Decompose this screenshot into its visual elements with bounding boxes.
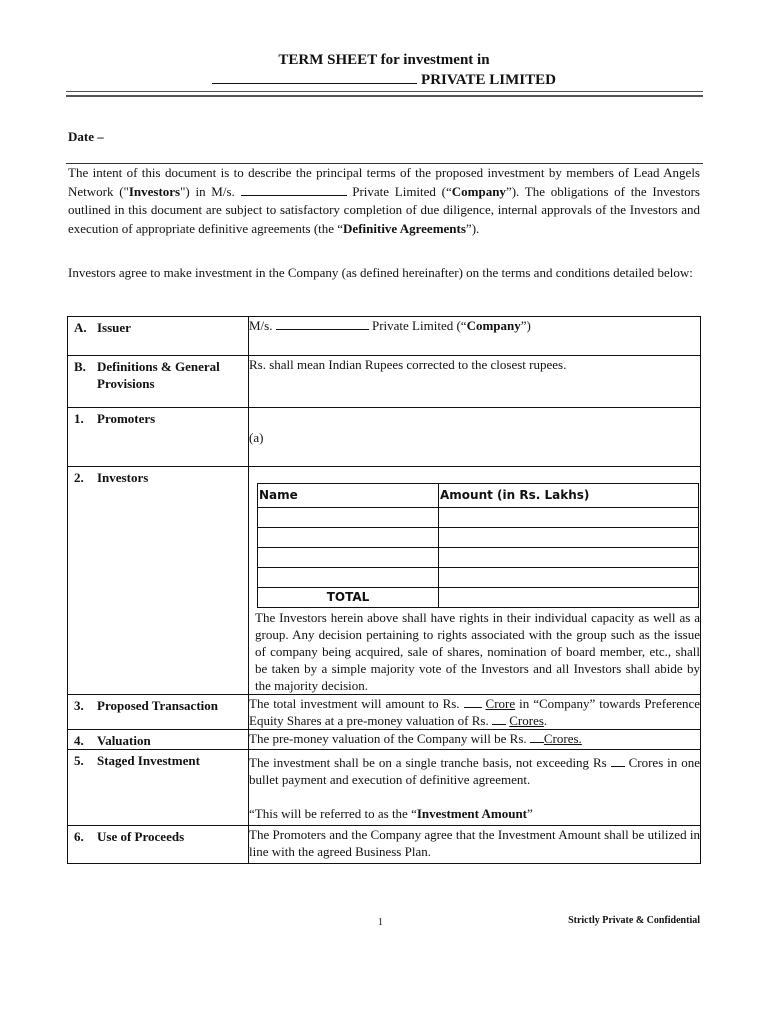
investor-row	[258, 548, 699, 568]
staged-investment-value: The investment shall be on a single tranche basis, not exceeding Rs Crores in one bullet payment and execution of definitive agreement. “This will be referred to as the “Investment Amount”	[249, 750, 701, 826]
investor-row	[258, 568, 699, 588]
company-blank	[241, 184, 347, 196]
terms-paragraph: Investors agree to make investment in the Company (as defined hereinafter) on the terms and conditions detailed below:	[68, 265, 693, 280]
term-sheet-table	[67, 316, 701, 864]
intro-paragraph: The intent of this document is to describe the principal terms of the proposed investment by members of Lead Angels Network ("Investors") in M/s. Private Limited (“Company”). The obligations of the Investors outlined in this document are subject to satisfactory completion of due diligence, internal approvals of the Investors and execution of appropriate definitive agreements (the “Definitive Agreements”).	[68, 165, 700, 236]
investor-row	[258, 528, 699, 548]
document-subtitle: PRIVATE LIMITED	[66, 70, 702, 89]
date-label: Date –	[68, 129, 104, 144]
row-promoters: 1. Promoters (a)	[68, 408, 701, 467]
confidential-footer: Strictly Private & Confidential	[568, 915, 700, 926]
investors-value	[249, 467, 701, 695]
investors-note: The Investors herein above shall have rights in their individual capacity as well as a group. Any decision pertaining to rights associated with the group such as the issue of company being acquired, sale of shares, nomination of board member, etc., shall be taken by a simple majority vote of the Investors and all Investors shall abide by the majority decision.	[255, 610, 700, 693]
document-title: TERM SHEET for investment in	[278, 52, 490, 68]
definitions-value: Rs. shall mean Indian Rupees corrected to the closest rupees.	[249, 356, 701, 408]
investors-table	[257, 483, 699, 608]
row-valuation: 4. Valuation The pre-money valuation of the Company will be Rs. Crores.	[68, 730, 701, 750]
page-number: 1	[378, 917, 383, 928]
row-definitions: B. Definitions & General Provisions Rs. shall mean Indian Rupees corrected to the closest rupees.	[68, 356, 701, 408]
title-divider	[66, 91, 703, 97]
total-label: TOTAL	[258, 588, 439, 608]
proposed-transaction-value: The total investment will amount to Rs. Crore in “Company” towards Preference Equity Shares at a pre-money valuation of Rs. Crores.	[249, 696, 700, 728]
name-column-header: Name	[258, 484, 439, 508]
valuation-value: The pre-money valuation of the Company will be Rs. Crores.	[249, 730, 701, 750]
promoters-value: (a)	[249, 408, 701, 467]
issuer-value: M/s. Private Limited (“Company”)	[249, 317, 701, 356]
total-row	[258, 588, 699, 608]
use-of-proceeds-value: The Promoters and the Company agree that the Investment Amount shall be utilized in line with the agreed Business Plan.	[249, 826, 701, 864]
row-issuer: A. Issuer M/s. Private Limited (“Company”)	[68, 317, 701, 356]
row-staged-investment: 5. Staged Investment The investment shall be on a single tranche basis, not exceeding Rs Crores in one bullet payment and execution of definitive agreement. “This will be referred to as the “Investment Amount”	[68, 750, 701, 826]
row-investors: 2. Investors Name Amount (in Rs. Lakhs) TOTAL The Investors herein above shall have rights in their individual capacity as well as a group. Any decision pertaining to rights associated with the group such as the issue of company being acquired, sale of shares, nomination of board member, etc., shall be taken by a simple majority vote of the Investors and all Investors shall abide by the majority decision.	[68, 467, 701, 695]
row-use-of-proceeds: 6. Use of Proceeds The Promoters and the Company agree that the Investment Amount shall be utilized in line with the agreed Business Plan.	[68, 826, 701, 864]
company-name-blank	[212, 70, 417, 84]
investor-row	[258, 508, 699, 528]
amount-column-header: Amount (in Rs. Lakhs)	[439, 484, 699, 508]
row-proposed-transaction: 3. Proposed Transaction The total investment will amount to Rs. Crore in “Company” towards Preference Equity Shares at a pre-money valuation of Rs. Crores.	[68, 695, 701, 730]
